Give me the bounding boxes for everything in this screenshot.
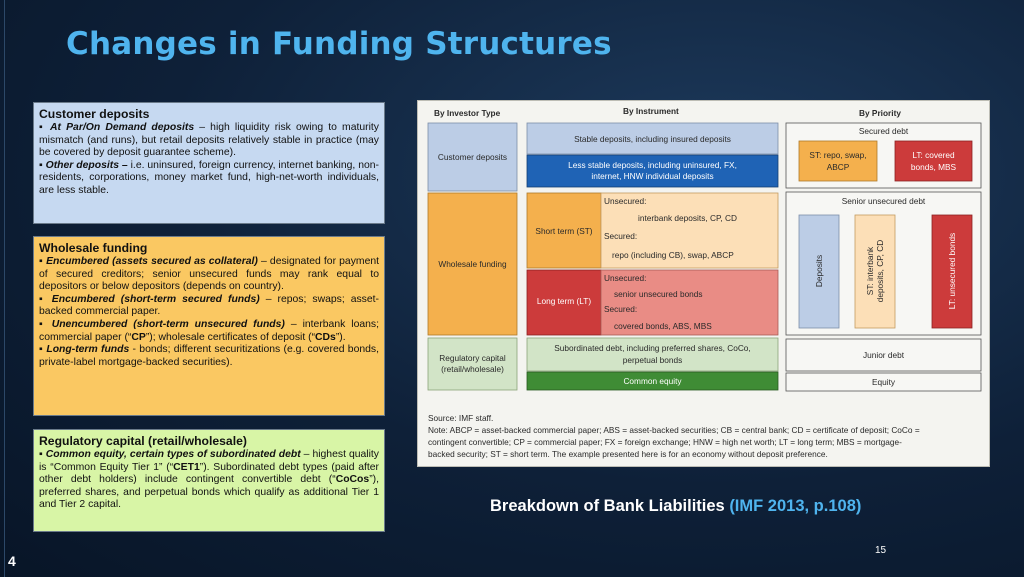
abbr-cocos: CoCos bbox=[335, 474, 370, 486]
header-by-investor: By Investor Type bbox=[434, 108, 501, 118]
priority-st-repo bbox=[799, 141, 877, 181]
bullet-icon: ▪ bbox=[39, 256, 47, 267]
header-by-instrument: By Instrument bbox=[623, 106, 679, 116]
item-term: Other deposits – bbox=[45, 159, 128, 171]
lt-unsecured-label: Unsecured: bbox=[604, 273, 647, 283]
item-text: – interbank loans; commercial paper (“ bbox=[39, 318, 379, 343]
figure-note-line-1: Note: ABCP = asset-backed commercial paper; ABS = asset-backed securities; CB = central bank; CD = certificate of deposit; CoCo = bbox=[428, 425, 920, 435]
page-number-left: 4 bbox=[8, 553, 16, 569]
slide-title: Changes in Funding Structures bbox=[66, 26, 612, 62]
st-repo-label-1: ST: repo, swap, bbox=[809, 150, 867, 160]
item-term: Unencumbered (short-term unsecured funds) bbox=[51, 318, 285, 330]
st-repo-label-2: ABCP bbox=[826, 162, 850, 172]
liabilities-diagram bbox=[418, 101, 991, 468]
liabilities-breakdown-figure bbox=[417, 100, 990, 467]
bullet-icon: ▪ bbox=[39, 344, 47, 356]
abbr-cet1: CET1 bbox=[173, 461, 200, 473]
st-unsecured-items: interbank deposits, CP, CD bbox=[638, 213, 737, 223]
item-text: ”). bbox=[335, 331, 346, 343]
bullet-icon: ▪ bbox=[39, 293, 52, 305]
lt-covered-label-2: bonds, MBS bbox=[910, 162, 957, 172]
item-text: – highest quality is “Common Equity Tier 1” (“ bbox=[39, 449, 379, 473]
instrument-less-stable-label-2: internet, HNW individual deposits bbox=[591, 171, 714, 181]
priority-lt-covered bbox=[895, 141, 972, 181]
item-text: ”); wholesale certificates of deposit (“ bbox=[145, 331, 316, 343]
bullet-icon: ▪ bbox=[39, 159, 46, 171]
regulatory-capital-heading: Regulatory capital (retail/wholesale) bbox=[39, 434, 247, 448]
subordinated-debt-label-1: Subordinated debt, including preferred shares, CoCo, bbox=[554, 343, 751, 353]
customer-deposits-box bbox=[33, 102, 385, 224]
item-term: Encumbered (assets secured as collateral) bbox=[46, 256, 258, 267]
wholesale-item-2 bbox=[39, 294, 379, 319]
customer-deposits-heading: Customer deposits bbox=[39, 107, 150, 121]
deposits-label: Deposits bbox=[814, 254, 824, 288]
instrument-less-stable-label-1: Less stable deposits, including uninsured, FX, bbox=[568, 160, 737, 170]
left-edge-rule bbox=[4, 0, 5, 577]
customer-deposits-item-2 bbox=[39, 160, 379, 198]
equity-label: Equity bbox=[871, 377, 896, 387]
page-number-right: 15 bbox=[875, 545, 887, 556]
subordinated-debt-label-2: perpetual bonds bbox=[622, 355, 683, 365]
wholesale-item-1 bbox=[39, 256, 379, 294]
item-text: i.e. uninsured, foreign currency, internet banking, non-residents, corporations, money market fund, high-net-worth individuals, are less stable. bbox=[39, 159, 379, 196]
investor-customer-label: Customer deposits bbox=[437, 152, 508, 162]
item-term: Common equity, certain types of subordinated debt bbox=[45, 449, 301, 460]
wholesale-funding-heading: Wholesale funding bbox=[39, 241, 148, 255]
caption-reference: (IMF 2013, p.108) bbox=[729, 497, 862, 515]
item-text: – repos; swaps; asset-backed commercial paper. bbox=[39, 293, 380, 318]
instrument-stable-label: Stable deposits, including insured deposits bbox=[574, 134, 731, 144]
regcap-item-1 bbox=[39, 449, 379, 512]
investor-regcap-label-2: (retail/wholesale) bbox=[441, 364, 504, 374]
lt-secured-label: Secured: bbox=[604, 304, 638, 314]
item-term: Long-term funds bbox=[46, 344, 130, 356]
abbr-cds: CDs bbox=[315, 331, 336, 343]
wholesale-item-4 bbox=[39, 344, 379, 369]
figure-note-line-2: contingent convertible; CP = commercial paper; FX = foreign exchange; HNW = high net worth; LT = long term; MBS = mortgage- bbox=[428, 437, 902, 447]
instrument-long-term-label: Long term (LT) bbox=[536, 296, 592, 306]
bullet-icon: ▪ bbox=[39, 318, 52, 330]
header-by-priority: By Priority bbox=[859, 108, 901, 118]
lt-secured-items: covered bonds, ABS, MBS bbox=[614, 321, 712, 331]
bullet-icon: ▪ bbox=[39, 122, 51, 133]
investor-wholesale-label: Wholesale funding bbox=[438, 259, 507, 269]
senior-unsecured-label: Senior unsecured debt bbox=[841, 196, 926, 206]
customer-deposits-item-1 bbox=[39, 122, 379, 160]
investor-regcap-label-1: Regulatory capital bbox=[439, 353, 506, 363]
st-interbank-label-2: deposits, CP, CD bbox=[875, 239, 885, 303]
item-text: ”), preferred shares, and perpetual bonds which qualify as additional Tier 1 and Tier 2 capital. bbox=[39, 474, 379, 511]
regulatory-capital-box bbox=[33, 429, 385, 532]
wholesale-funding-box bbox=[33, 236, 385, 416]
st-interbank-label-1: ST: interbank bbox=[865, 246, 875, 296]
st-unsecured-label: Unsecured: bbox=[604, 196, 647, 206]
figure-source: Source: IMF staff. bbox=[428, 413, 494, 423]
wholesale-item-3 bbox=[39, 319, 379, 344]
item-text: – designated for payment of secured creditors; senior unsecured funds may rank equal to depositors or below depositors (depends on country). bbox=[39, 256, 380, 293]
abbr-cp: CP bbox=[131, 331, 146, 343]
secured-debt-label: Secured debt bbox=[858, 126, 909, 136]
item-text: – high liquidity risk owing to maturity mismatch (and runs), but retail deposits relatively stable in practice (may be covered by deposit guarantee scheme). bbox=[39, 122, 379, 159]
common-equity-label: Common equity bbox=[623, 376, 682, 386]
lt-unsecured-bonds-label: LT: unsecured bonds bbox=[947, 232, 957, 310]
lt-covered-label-1: LT: covered bbox=[912, 150, 955, 160]
figure-note-line-3: backed security; ST = short term. The example presented here is for an economy without deposit preference. bbox=[428, 449, 828, 459]
st-secured-items: repo (including CB), swap, ABCP bbox=[612, 250, 734, 260]
figure-caption bbox=[490, 497, 861, 516]
caption-main: Breakdown of Bank Liabilities bbox=[490, 497, 730, 515]
item-term: Encumbered (short-term secured funds) bbox=[51, 293, 260, 305]
item-text: - bonds; different securitizations (e.g. covered bonds, private-label mortgage-backed securities). bbox=[39, 344, 379, 368]
item-text: ”). Subordinated debt types (paid after other debt holders) include contingent convertible debt (“ bbox=[39, 461, 379, 486]
lt-unsecured-items: senior unsecured bonds bbox=[614, 289, 703, 299]
bullet-icon: ▪ bbox=[39, 449, 46, 460]
junior-debt-label: Junior debt bbox=[862, 350, 905, 360]
item-term: At Par/On Demand deposits bbox=[50, 122, 195, 133]
instrument-short-term-label: Short term (ST) bbox=[535, 226, 593, 236]
st-secured-label: Secured: bbox=[604, 231, 638, 241]
